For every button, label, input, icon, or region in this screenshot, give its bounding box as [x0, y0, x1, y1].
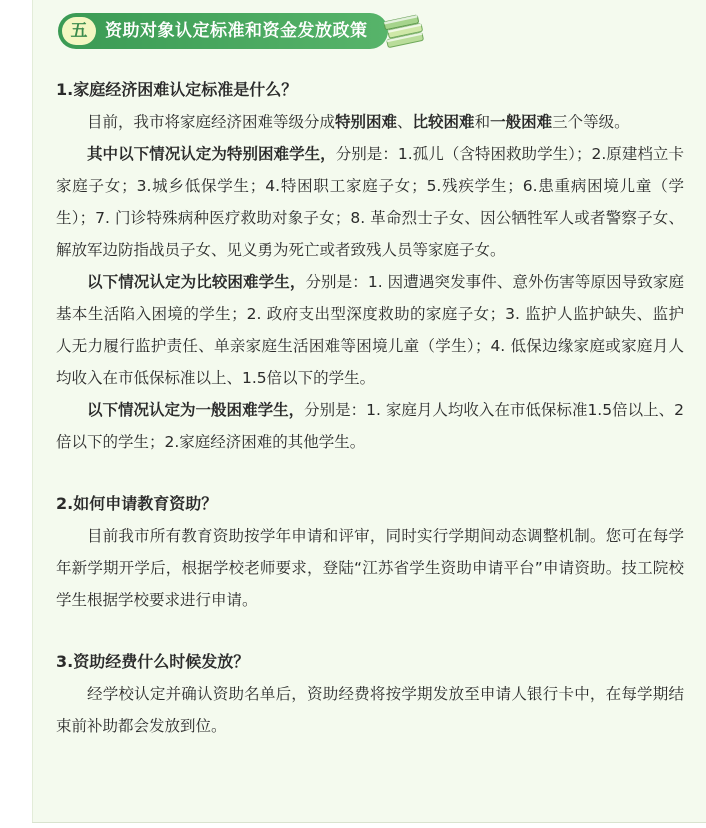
question-1-paragraph-3: 以下情况认定为比较困难学生，分别是：1. 因遭遇突发事件、意外伤害等原因导致家庭基本生活陷入困境的学生；2. 政府支出型深度救助的家庭子女；3. 监护人监护缺失、监护人无力履行监护责任、单亲家庭生活困难等困境儿童（学生）；4. 低保边缘家庭或家庭月人均收入在市低保标准以上、1.5倍以下的学生。 [56, 273, 684, 387]
article-body [56, 74, 684, 742]
question-2-paragraph: 目前我市所有教育资助按学年申请和评审，同时实行学期间动态调整机制。您可在每学年新学期开学后，根据学校老师要求，登陆“江苏省学生资助申请平台”申请资助。技工院校学生根据学校要求进行申请。 [56, 527, 684, 609]
section-header [58, 13, 388, 49]
question-2-title: 2.如何申请教育资助？ [56, 494, 218, 513]
question-3-title: 3.资助经费什么时候发放？ [56, 652, 250, 671]
divider [32, 822, 706, 823]
question-1-title: 1.家庭经济困难认定标准是什么？ [56, 80, 298, 99]
question-3-paragraph: 经学校认定并确认资助名单后，资助经费将按学期发放至申请人银行卡中，在每学期结束前补助都会发放到位。 [56, 685, 684, 735]
books-icon [381, 10, 427, 50]
question-1-paragraph-1: 目前，我市将家庭经济困难等级分成特别困难、比较困难和一般困难三个等级。 [87, 113, 630, 131]
question-1-paragraph-2: 其中以下情况认定为特别困难学生，分别是：1.孤儿（含特困救助学生）；2.原建档立卡家庭子女；3.城乡低保学生；4.特困职工家庭子女；5.残疾学生；6.患重病困境儿童（学生）；7. 门诊特殊病种医疗救助对象子女；8. 革命烈士子女、因公牺牲军人或者警察子女、解放军边防指战员子女、见义勇为死亡或者致残人员等家庭子女。 [56, 145, 684, 259]
question-1-paragraph-4: 以下情况认定为一般困难学生，分别是：1. 家庭月人均收入在市低保标准1.5倍以上、2倍以下的学生；2.家庭经济困难的其他学生。 [56, 401, 684, 451]
section-number-badge: 五 [62, 17, 96, 45]
section-title: 资助对象认定标准和资金发放政策 [105, 21, 368, 41]
